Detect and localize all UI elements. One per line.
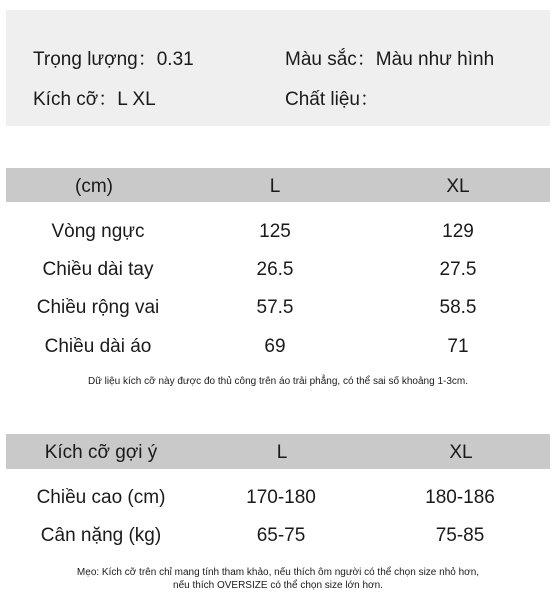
header-unit: (cm) [75, 176, 113, 197]
header-size-xl: XL [446, 176, 470, 197]
row-value-l: 170-180 [246, 487, 316, 508]
row-value-xl: 27.5 [439, 259, 477, 280]
header-size-l: L [276, 442, 288, 463]
color-label: Màu sắc：Màu như hình [285, 49, 495, 70]
row-value-l: 65-75 [256, 525, 306, 546]
material-label: Chất liệu： [285, 89, 379, 110]
product-info-panel [6, 10, 550, 126]
row-value-xl: 58.5 [439, 297, 477, 318]
row-label: Chiều dài áo [44, 336, 152, 357]
row-value-l: 26.5 [256, 259, 294, 280]
row-value-xl: 180-186 [425, 487, 495, 508]
row-value-xl: 71 [447, 336, 469, 357]
row-label: Chiều dài tay [42, 259, 154, 280]
row-value-l: 69 [264, 336, 286, 357]
row-label: Vòng ngực [51, 221, 145, 242]
row-value-l: 57.5 [256, 297, 294, 318]
tip-note-line-2: nếu thích OVERSIZE có thể chọn size lớn hơn. [173, 580, 383, 591]
row-value-xl: 129 [442, 221, 474, 242]
weight-label: Trọng lượng：0.31 [33, 49, 194, 70]
measurement-note: Dữ liệu kích cỡ này được đo thủ công trên áo trải phẳng, có thể sai số khoảng 1-3cm. [87, 376, 469, 387]
size-label: Kích cỡ：L XL [33, 89, 156, 110]
row-value-l: 125 [259, 221, 291, 242]
tip-note-line-1: Mẹo: Kích cỡ trên chỉ mang tính tham khảo, nếu thích ôm người có thể chọn size nhỏ hơn, [76, 567, 480, 578]
row-label: Cân nặng (kg) [40, 525, 162, 546]
row-label: Chiều cao (cm) [36, 487, 166, 508]
header-size-xl: XL [449, 442, 473, 463]
row-label: Chiều rộng vai [36, 297, 160, 318]
row-value-xl: 75-85 [435, 525, 485, 546]
header-suggested-size: Kích cỡ gợi ý [44, 442, 158, 463]
header-size-l: L [269, 176, 281, 197]
